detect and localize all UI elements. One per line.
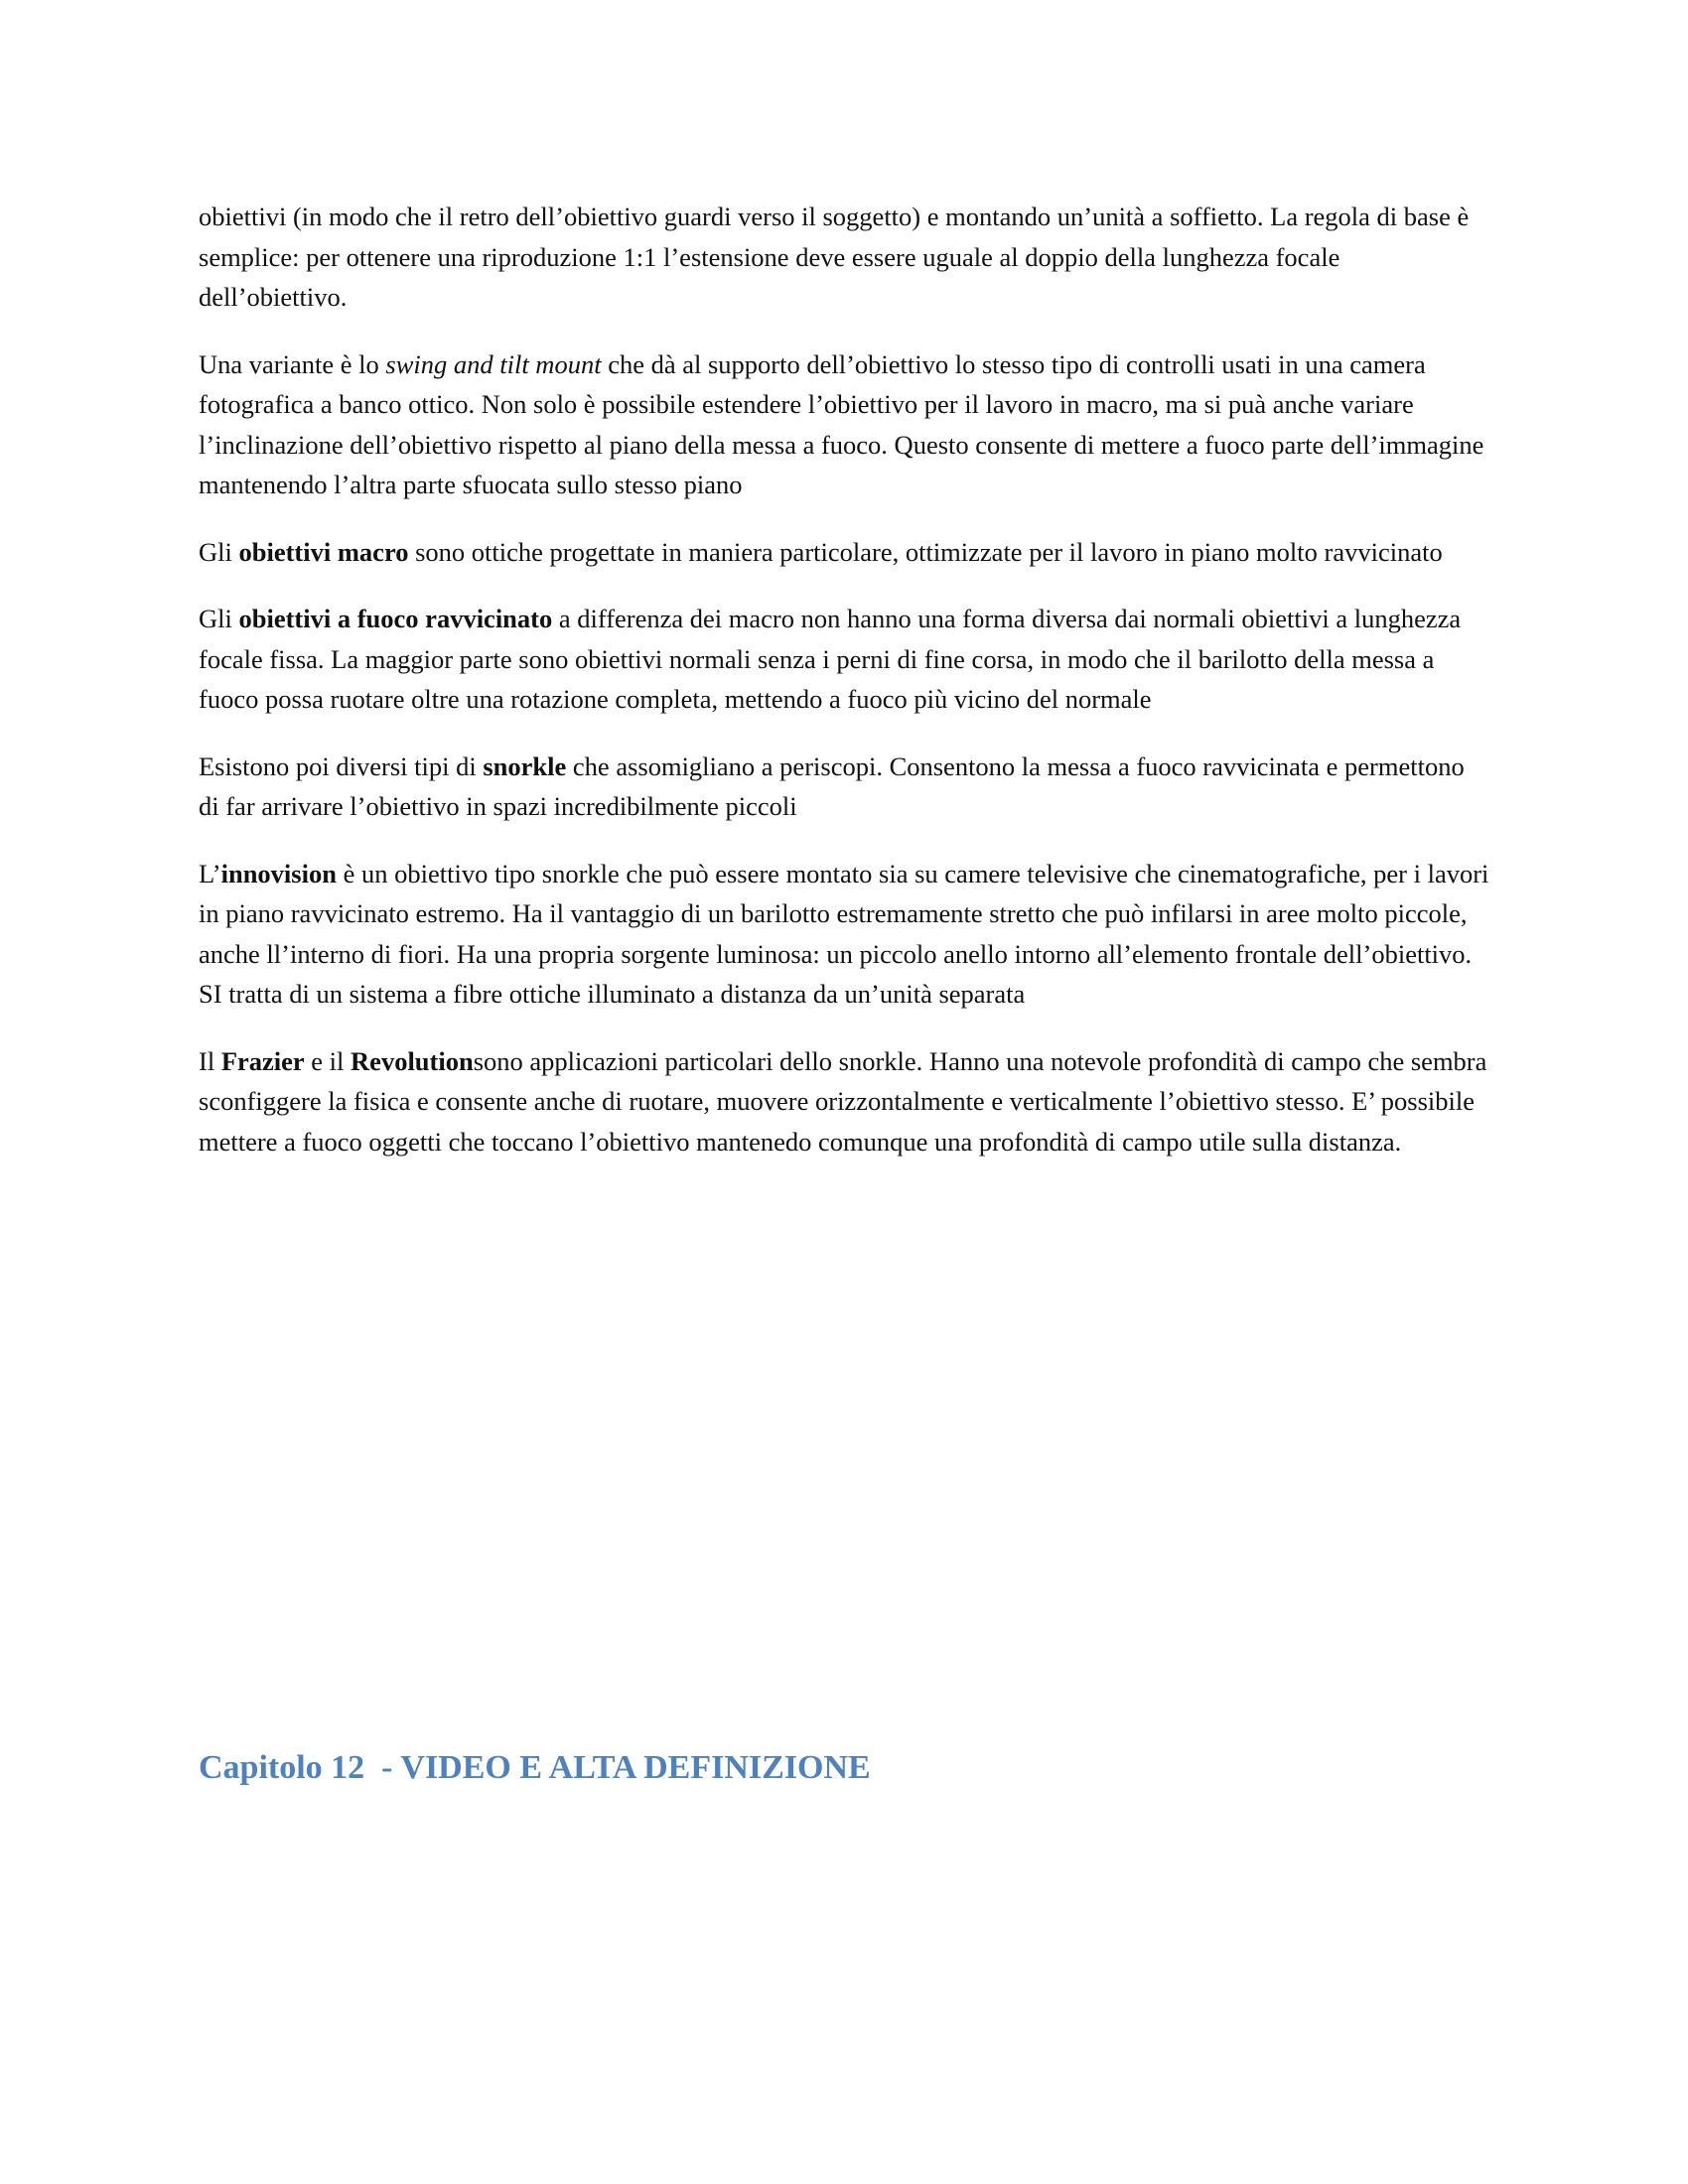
paragraph-7-bold-term-2: Revolution bbox=[351, 1045, 474, 1076]
paragraph-2-italic-term: swing and tilt mount bbox=[385, 348, 602, 379]
chapter-heading: Capitolo 12 - VIDEO E ALTA DEFINIZIONE bbox=[199, 1749, 871, 1786]
paragraph-1 bbox=[199, 197, 1489, 318]
paragraph-3-run-1: Gli bbox=[199, 536, 239, 567]
paragraph-7-run-5: sono applicazioni particolari dello snorkle. Hanno una notevole profondità di campo che sembra sconfiggere la fisica e consente anche di ruotare, muovere orizzontalmente e verticalmente l’obiettivo stesso. E’ possibile mettere a fuoco oggetti che toccano l’obiettivo mantenedo comunque una profondità di campo utile sulla distanza. bbox=[199, 1045, 1487, 1157]
paragraph-3-run-3: sono ottiche progettate in maniera particolare, ottimizzate per il lavoro in piano molto ravvicinato bbox=[408, 536, 1443, 567]
paragraph-7-bold-term-1: Frazier bbox=[220, 1045, 305, 1076]
paragraph-7-run-3: e il bbox=[304, 1045, 352, 1076]
paragraph-3 bbox=[199, 532, 1489, 573]
paragraph-2 bbox=[199, 344, 1489, 505]
paragraph-6-bold-term: innovision bbox=[220, 858, 337, 888]
paragraph-7-run-1: Il bbox=[199, 1045, 221, 1076]
paragraph-1-run-1: obiettivi (in modo che il retro dell’obiettivo guardi verso il soggetto) e montando un’unità a soffietto. La regola di base è semplice: per ottenere una riproduzione 1:1 l’estensione deve essere uguale al doppio della lunghezza focale dell’obiettivo. bbox=[199, 202, 1470, 312]
paragraph-6-run-1: L’ bbox=[199, 858, 221, 888]
paragraph-4 bbox=[199, 599, 1489, 720]
document-body bbox=[199, 197, 1489, 1188]
paragraph-2-run-1: Una variante è lo bbox=[199, 348, 386, 379]
paragraph-3-bold-term: obiettivi macro bbox=[238, 536, 409, 567]
paragraph-6 bbox=[199, 854, 1489, 1015]
paragraph-4-run-3: a differenza dei macro non hanno una forma diversa dai normali obiettivi a lunghezza focale fissa. La maggior parte sono obiettivi normali senza i perni di fine corsa, in modo che il barilotto della messa a fuoco possa ruotare oltre una rotazione completa, mettendo a fuoco più vicino del normale bbox=[199, 604, 1462, 714]
paragraph-2-run-3: che dà al supporto dell’obiettivo lo stesso tipo di controlli usati in una camera fotografica a banco ottico. Non solo è possibile estendere l’obiettivo per il lavoro in macro, ma si puà anche variare l’inclinazione dell’obiettivo rispetto al piano della messa a fuoco. Questo consente di mettere a fuoco parte dell’immagine mantenendo l’altra parte sfuocata sullo stesso piano bbox=[199, 348, 1484, 499]
paragraph-5-bold-term: snorkle bbox=[483, 751, 567, 781]
paragraph-5-run-3: che assomigliano a periscopi. Consentono la messa a fuoco ravvicinata e permettono di far arrivare l’obiettivo in spazi incredibilmente piccoli bbox=[199, 751, 1465, 821]
paragraph-4-bold-term: obiettivi a fuoco ravvicinato bbox=[238, 604, 553, 633]
paragraph-6-run-3: è un obiettivo tipo snorkle che può essere montato sia su camere televisive che cinematografiche, per i lavori in piano ravvicinato estremo. Ha il vantaggio di un barilotto estremamente stretto che può infilarsi in aree molto piccole, anche ll’interno di fiori. Ha una propria sorgente luminosa: un piccolo anello intorno all’elemento frontale dell’obiettivo. SI tratta di un sistema a fibre ottiche illuminato a distanza da un’unità separata bbox=[199, 858, 1489, 1009]
paragraph-5 bbox=[199, 747, 1489, 827]
paragraph-4-run-1: Gli bbox=[199, 604, 239, 633]
paragraph-7 bbox=[199, 1041, 1489, 1162]
paragraph-5-run-1: Esistono poi diversi tipi di bbox=[199, 751, 484, 781]
